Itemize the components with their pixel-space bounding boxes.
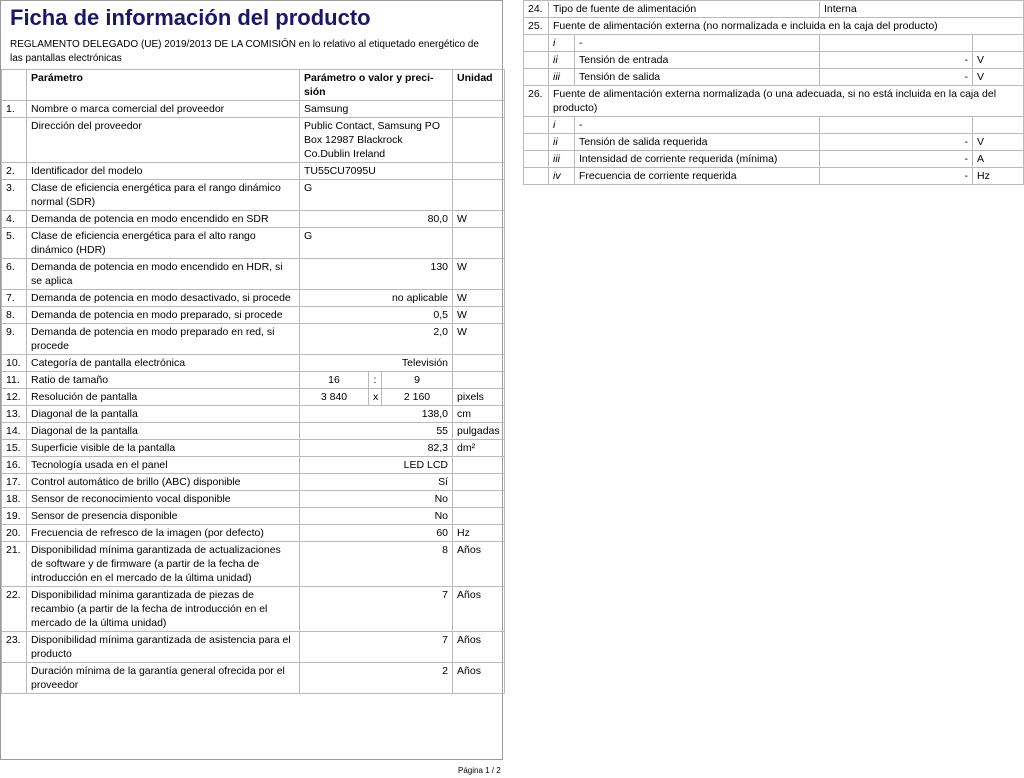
row-unit: Años: [453, 663, 505, 694]
row-unit: [453, 355, 505, 372]
table-row: [2, 389, 505, 406]
page-number: Página 1 / 2: [458, 766, 501, 775]
row-number: 12.: [2, 389, 27, 406]
header-param: Parámetro: [27, 70, 300, 101]
row-unit: W: [453, 324, 505, 355]
table-row: [2, 663, 505, 694]
sub-index: iv: [549, 168, 575, 185]
row-number: 6.: [2, 259, 27, 290]
row-label: Sensor de reconocimiento vocal disponible: [27, 491, 300, 508]
row-label: Frecuencia de refresco de la imagen (por defecto): [27, 525, 300, 542]
header-num: [2, 70, 27, 101]
row-number: 9.: [2, 324, 27, 355]
row-value: 138,0: [300, 406, 453, 423]
sub-unit: Hz: [973, 168, 1024, 185]
row-label: Fuente de alimentación externa (no normalizada e incluida en la caja del producto): [549, 18, 1024, 35]
table-row: [2, 474, 505, 491]
row-value: 7: [300, 632, 453, 663]
row-unit: W: [453, 259, 505, 290]
row-label: Disponibilidad mínima garantizada de piezas de recambio (a partir de la fecha de introducción en el mercado de la última unidad): [27, 587, 300, 632]
row-unit: [453, 457, 505, 474]
row-unit: Años: [453, 632, 505, 663]
row-number: 3.: [2, 180, 27, 211]
power-supply-section: [523, 0, 1023, 185]
row-value-sep: :: [369, 372, 382, 389]
power-supply-table: [523, 0, 1024, 185]
row-label: Sensor de presencia disponible: [27, 508, 300, 525]
sub-index: i: [549, 35, 575, 52]
table-row: [2, 259, 505, 290]
sub-value: -: [820, 69, 973, 86]
row-value: TU55CU7095U: [300, 163, 453, 180]
row-label: Demanda de potencia en modo encendido en SDR: [27, 211, 300, 228]
row-number: 15.: [2, 440, 27, 457]
row-value-a: 3 840: [300, 389, 369, 406]
sub-label: -: [575, 117, 820, 134]
row-number: 13.: [2, 406, 27, 423]
row-label: Disponibilidad mínima garantizada de asistencia para el producto: [27, 632, 300, 663]
sub-blank: [524, 168, 549, 185]
table-row: [2, 423, 505, 440]
row-unit: [453, 491, 505, 508]
row-number: 8.: [2, 307, 27, 324]
header-value: Parámetro o valor y preci-sión: [300, 70, 453, 101]
row-label: Tipo de fuente de alimentación: [549, 1, 820, 18]
table-row: [2, 307, 505, 324]
row-value-sep: x: [369, 389, 382, 406]
row-value: 2: [300, 663, 453, 694]
row-value: No: [300, 491, 453, 508]
row-label: Demanda de potencia en modo encendido en HDR, si se aplica: [27, 259, 300, 290]
row-number: 17.: [2, 474, 27, 491]
row-unit: [453, 228, 505, 259]
row-value: 60: [300, 525, 453, 542]
table-row: [524, 18, 1024, 35]
product-info-sheet: [0, 0, 503, 775]
sub-value: [820, 35, 973, 52]
row-unit: W: [453, 211, 505, 228]
row-number: [2, 118, 27, 163]
row-value: No: [300, 508, 453, 525]
row-label: Tecnología usada en el panel: [27, 457, 300, 474]
sub-index: iii: [549, 69, 575, 86]
sub-index: ii: [549, 134, 575, 151]
row-label: Diagonal de la pantalla: [27, 406, 300, 423]
row-value: Interna: [820, 1, 1024, 18]
row-label: Diagonal de la pantalla: [27, 423, 300, 440]
spec-table: [1, 69, 505, 694]
sub-unit: V: [973, 134, 1024, 151]
row-label: Clase de eficiencia energética para el alto rango dinámico (HDR): [27, 228, 300, 259]
row-label: Demanda de potencia en modo preparado en red, si procede: [27, 324, 300, 355]
row-unit: [453, 101, 505, 118]
page-title: Ficha de información del producto: [10, 5, 371, 30]
sub-value: -: [820, 134, 973, 151]
table-row: [2, 457, 505, 474]
sub-blank: [524, 117, 549, 134]
row-unit: cm: [453, 406, 505, 423]
row-unit: pixels: [453, 389, 505, 406]
row-value: Samsung: [300, 101, 453, 118]
row-number: 18.: [2, 491, 27, 508]
row-number: 25.: [524, 18, 549, 35]
row-label: Nombre o marca comercial del proveedor: [27, 101, 300, 118]
sub-index: iii: [549, 151, 575, 168]
sub-index: i: [549, 117, 575, 134]
row-value: 0,5: [300, 307, 453, 324]
sub-row: [524, 117, 1024, 134]
row-number: 5.: [2, 228, 27, 259]
sub-unit: [973, 35, 1024, 52]
row-value-b: 2 160: [382, 389, 453, 406]
row-number: 1.: [2, 101, 27, 118]
sub-unit: [973, 117, 1024, 134]
table-header-row: [2, 70, 505, 101]
row-value-a: 16: [300, 372, 369, 389]
sub-label: Frecuencia de corriente requerida: [575, 168, 820, 185]
row-value: 2,0: [300, 324, 453, 355]
sub-index: ii: [549, 52, 575, 69]
sub-unit: V: [973, 52, 1024, 69]
table-row: [2, 324, 505, 355]
row-number: 26.: [524, 86, 549, 117]
sub-label: Intensidad de corriente requerida (mínima): [575, 151, 820, 168]
table-row: [2, 355, 505, 372]
row-label: Dirección del proveedor: [27, 118, 300, 163]
row-number: [2, 663, 27, 694]
row-number: 10.: [2, 355, 27, 372]
row-unit: [453, 118, 505, 163]
row-number: 24.: [524, 1, 549, 18]
row-value: Televisión: [300, 355, 453, 372]
row-label: Resolución de pantalla: [27, 389, 300, 406]
row-unit: pulgadas: [453, 423, 505, 440]
row-label: Duración mínima de la garantía general ofrecida por el proveedor: [27, 663, 300, 694]
table-row: [2, 118, 505, 163]
sub-label: Tensión de salida requerida: [575, 134, 820, 151]
sub-label: -: [575, 35, 820, 52]
table-row: [2, 101, 505, 118]
sub-blank: [524, 151, 549, 168]
row-label: Fuente de alimentación externa normalizada (o una adecuada, si no está incluida en la caja del producto): [549, 86, 1024, 117]
row-unit: [453, 474, 505, 491]
sub-value: -: [820, 168, 973, 185]
row-value: G: [300, 180, 453, 211]
header-unit: Unidad: [453, 70, 505, 101]
sub-value: -: [820, 52, 973, 69]
row-value: G: [300, 228, 453, 259]
row-value: 55: [300, 423, 453, 440]
row-label: Control automático de brillo (ABC) disponible: [27, 474, 300, 491]
sub-blank: [524, 69, 549, 86]
row-label: Ratio de tamaño: [27, 372, 300, 389]
row-label: Disponibilidad mínima garantizada de actualizaciones de software y de firmware (a partir de la fecha de introducción en el mercado de la última unidad): [27, 542, 300, 587]
row-number: 7.: [2, 290, 27, 307]
sub-row: [524, 168, 1024, 185]
row-unit: W: [453, 290, 505, 307]
table-row: [524, 1, 1024, 18]
row-value: 130: [300, 259, 453, 290]
table-row: [2, 372, 505, 389]
sub-value: [820, 117, 973, 134]
sub-value: -: [820, 151, 973, 168]
row-label: Categoría de pantalla electrónica: [27, 355, 300, 372]
sub-row: [524, 69, 1024, 86]
table-row: [2, 180, 505, 211]
table-row: [524, 86, 1024, 117]
sub-label: Tensión de salida: [575, 69, 820, 86]
table-row: [2, 228, 505, 259]
row-label: Superficie visible de la pantalla: [27, 440, 300, 457]
row-value: 80,0: [300, 211, 453, 228]
row-unit: [453, 508, 505, 525]
row-unit: [453, 163, 505, 180]
sub-row: [524, 151, 1024, 168]
sub-row: [524, 35, 1024, 52]
row-label: Demanda de potencia en modo desactivado, si procede: [27, 290, 300, 307]
sub-unit: V: [973, 69, 1024, 86]
row-number: 19.: [2, 508, 27, 525]
sub-blank: [524, 52, 549, 69]
row-number: 21.: [2, 542, 27, 587]
row-label: Demanda de potencia en modo preparado, si procede: [27, 307, 300, 324]
row-value: Public Contact, Samsung PO Box 12987 Blackrock Co.Dublin Ireland: [300, 118, 453, 163]
table-row: [2, 290, 505, 307]
row-value: no aplicable: [300, 290, 453, 307]
row-number: 20.: [2, 525, 27, 542]
sub-unit: A: [973, 151, 1024, 168]
sub-label: Tensión de entrada: [575, 52, 820, 69]
table-row: [2, 587, 505, 632]
row-number: 2.: [2, 163, 27, 180]
row-value-b: 9: [382, 372, 453, 389]
row-unit: Años: [453, 542, 505, 587]
table-row: [2, 525, 505, 542]
table-row: [2, 491, 505, 508]
row-number: 23.: [2, 632, 27, 663]
row-number: 22.: [2, 587, 27, 632]
row-number: 11.: [2, 372, 27, 389]
row-unit: [453, 180, 505, 211]
row-value: 8: [300, 542, 453, 587]
table-row: [2, 508, 505, 525]
row-unit: Hz: [453, 525, 505, 542]
table-row: [2, 632, 505, 663]
row-number: 4.: [2, 211, 27, 228]
sub-blank: [524, 35, 549, 52]
sheet-frame: [0, 0, 503, 760]
row-unit: dm²: [453, 440, 505, 457]
row-number: 14.: [2, 423, 27, 440]
table-row: [2, 542, 505, 587]
row-label: Clase de eficiencia energética para el rango dinámico normal (SDR): [27, 180, 300, 211]
row-label: Identificador del modelo: [27, 163, 300, 180]
sub-blank: [524, 134, 549, 151]
table-row: [2, 440, 505, 457]
sub-row: [524, 134, 1024, 151]
row-unit: [453, 372, 505, 389]
table-row: [2, 211, 505, 228]
row-value: LED LCD: [300, 457, 453, 474]
row-number: 16.: [2, 457, 27, 474]
row-value: 7: [300, 587, 453, 632]
regulation-intro: REGLAMENTO DELEGADO (UE) 2019/2013 DE LA COMISIÓN en lo relativo al etiquetado energético de las pantallas electrónicas: [10, 39, 479, 64]
sub-row: [524, 52, 1024, 69]
row-unit: W: [453, 307, 505, 324]
row-value: 82,3: [300, 440, 453, 457]
row-value: Sí: [300, 474, 453, 491]
row-unit: Años: [453, 587, 505, 632]
table-row: [2, 406, 505, 423]
table-row: [2, 163, 505, 180]
